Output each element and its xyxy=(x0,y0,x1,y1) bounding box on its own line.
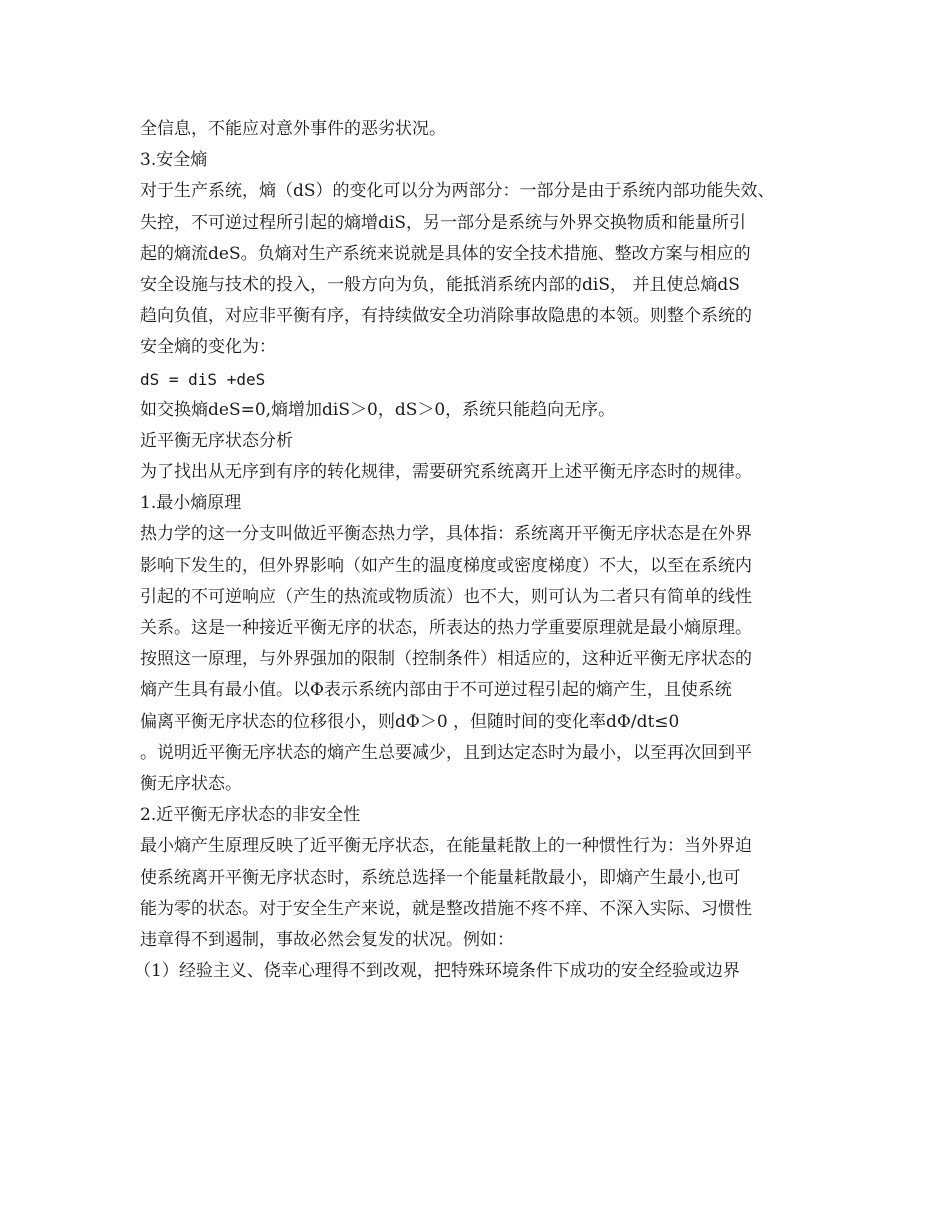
text-line: 熵产生具有最小值。以Φ表示系统内部由于不可逆过程引起的熵产生，且使系统 xyxy=(140,680,732,701)
text-line: 如交换熵deS=0,熵增加diS＞0，dS＞0，系统只能趋向无序。 xyxy=(140,399,616,420)
list-item: （1）经验主义、侥幸心理得不到改观，把特殊环境条件下成功的安全经验或边界 xyxy=(134,961,740,982)
text-line: 为了找出从无序到有序的转化规律，需要研究系统离开上述平衡无序态时的规律。 xyxy=(140,462,752,483)
text-line: 安全设施与技术的投入，一般方向为负，能抵消系统内部的diS， 并且使总熵dS xyxy=(140,274,740,295)
text-line: 热力学的这一分支叫做近平衡态热力学，具体指：系统离开平衡无序状态是在外界 xyxy=(140,524,752,545)
section-heading: 2.近平衡无序状态的非安全性 xyxy=(140,805,361,826)
text-line: 最小熵产生原理反映了近平衡无序状态，在能量耗散上的一种惯性行为：当外界迫 xyxy=(140,836,752,857)
text-line: 使系统离开平衡无序状态时，系统总选择一个能量耗散最小，即熵产生最小,也可 xyxy=(140,867,741,888)
document-body xyxy=(134,114,830,987)
section-heading: 1.最小熵原理 xyxy=(140,493,242,514)
text-line: 趋向负值，对应非平衡有序，有持续做安全功消除事故隐患的本领。则整个系统的 xyxy=(140,306,752,327)
text-line: 。说明近平衡无序状态的熵产生总要减少，且到达定态时为最小，以至再次回到平 xyxy=(140,742,752,763)
text-line: 起的熵流deS。负熵对生产系统来说就是具体的安全技术措施、整改方案与相应的 xyxy=(140,243,751,264)
text-line: 安全熵的变化为： xyxy=(140,337,276,358)
section-heading: 3.安全熵 xyxy=(140,150,208,171)
text-line: 影响下发生的，但外界影响（如产生的温度梯度或密度梯度）不大，以至在系统内 xyxy=(140,555,752,576)
text-line: 衡无序状态。 xyxy=(140,773,242,794)
text-line: 失控，不可逆过程所引起的熵增diS，另一部分是系统与外界交换物质和能量所引 xyxy=(140,212,746,233)
section-heading: 近平衡无序状态分析 xyxy=(140,430,293,451)
text-line: 违章得不到遏制，事故必然会复发的状况。例如： xyxy=(140,929,514,950)
text-line: 全信息，不能应对意外事件的恶劣状况。 xyxy=(140,119,446,139)
text-line: 能为零的状态。对于安全生产来说，就是整改措施不疼不痒、不深入实际、习惯性 xyxy=(140,898,752,919)
text-line: 对于生产系统，熵（dS）的变化可以分为两部分：一部分是由于系统内部功能失效、 xyxy=(140,181,775,202)
text-line: 关系。这是一种接近平衡无序的状态，所表达的热力学重要原理就是最小熵原理。 xyxy=(140,618,752,638)
equation: dS = diS +deS xyxy=(140,369,266,389)
text-line: 引起的不可逆响应（产生的热流或物质流）也不大，则可认为二者只有简单的线性 xyxy=(140,586,752,607)
text-line: 按照这一原理，与外界强加的限制（控制条件）相适应的，这种近平衡无序状态的 xyxy=(140,649,752,670)
text-line: 偏离平衡无序状态的位移很小，则dΦ＞0 ，但随时间的变化率dΦ/dt≤0 xyxy=(140,711,680,732)
